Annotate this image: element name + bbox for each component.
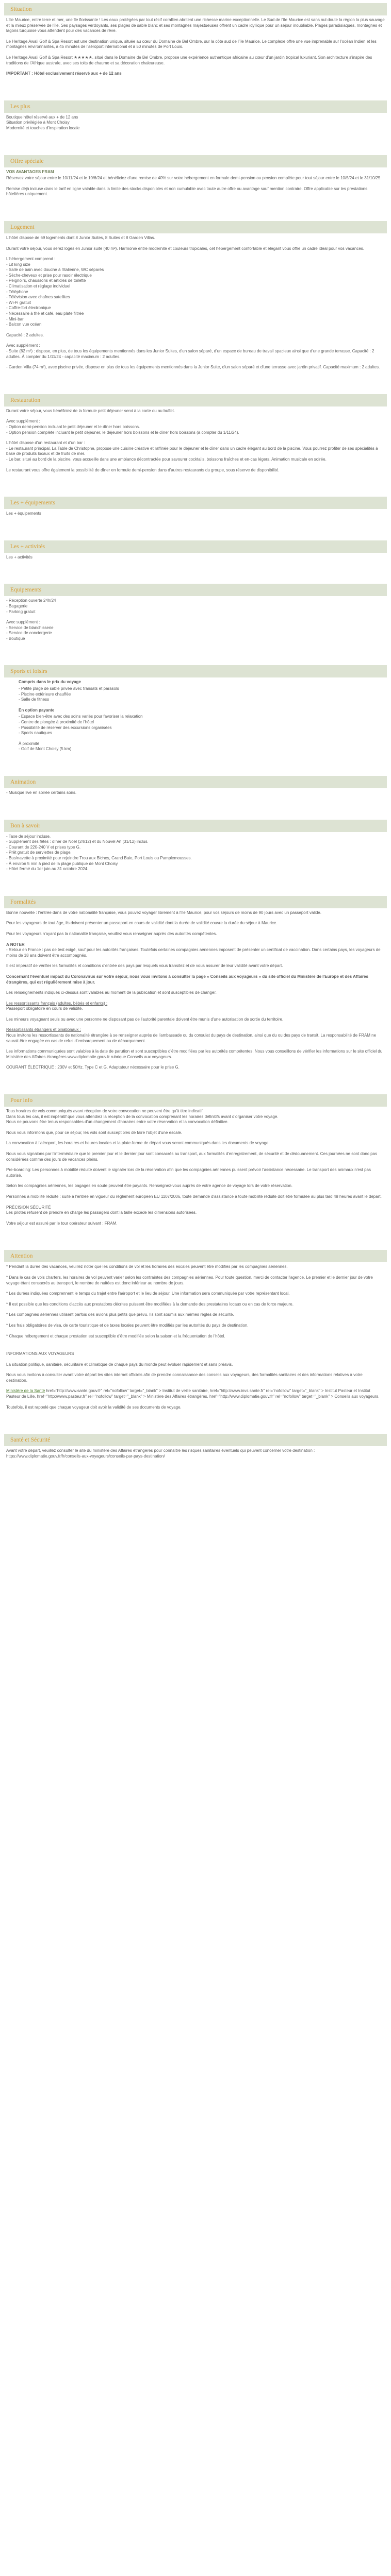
restauration-paragraph: Le restaurant vous offre également la possibilité de dîner en formule demi-pension dans d'autres restaurants du groupe, sous réserve de disponibilité. — [6, 467, 280, 472]
bonsavoir-header: Bon à savoir — [4, 820, 387, 832]
info-paragraph: Nous vous signalons par l'intermédiaire que le premier jour et le dernier jour sont consacrés au transport, aux formalités d'enregistrement, de sécurité et de dédouanement. Ces journées ne sont donc pas considérées comme des jours de vacances pleins. — [6, 1151, 378, 1162]
attention-header: Attention — [4, 1250, 387, 1262]
formalites-header: Formalités — [4, 896, 387, 908]
info-paragraph: Personnes à mobilité réduite : suite à l'entrée en vigueur du règlement européen EU 1107/2006, toute demande d'assistance à toute mobilité réduite doit être formulée au plus tard 48 heures avant le départ. — [6, 1194, 382, 1199]
situation-paragraph: Le Heritage Awali Golf & Spa Resort est une destination unique, située au cœur du Domaine de Bel Ombre, sur la côte sud de l'île Maurice. Le complexe offre une vue imprenable sur l'océan Indien et les montagnes environnantes, à 45 minutes de l'aéroport international et à 50 minutes de Port Louis. — [6, 39, 377, 49]
sports-prox-title: À proximité — [19, 741, 40, 746]
situation-paragraph: L'Ile Maurice, entre terre et mer, une île florissante ! Les eaux protégées par tout récif corallien abritent une richesse marine exceptionnelle. Le Sud de l'île Maurice est sans nul doute la région la plus sauvage et la mieux préservée de l'île. Ses paysages verdoyants, ses plages de sable blanc et ses montagnes majestueuses offrent un cadre idyllique pour un séjour inoubliable. Plages paradisiaques, montagnes et lagons turquoise vous attendent pour des vacances de rêve. — [6, 18, 385, 33]
attention-paragraph: * Il est possible que les conditions d'accès aux prestations décrites puissent être modifiées à la demande des prestataires locaux ou en cas de force majeure. — [6, 1301, 294, 1307]
list-item: - Espace bien-être avec des soins variés pour favoriser la relaxation — [19, 714, 143, 719]
list-item: - Balcon vue océan — [6, 322, 42, 327]
equip-header: Equipements — [4, 584, 387, 596]
list-item: Modernité et touches d'inspiration locale — [6, 125, 80, 130]
list-item: - Boutique — [6, 636, 25, 641]
list-item: - Coffre-fort électronique — [6, 306, 51, 311]
situation-important: IMPORTANT : Hôtel exclusivement réservé aux + de 12 ans — [6, 71, 122, 76]
sports-prox-list — [19, 747, 385, 752]
restauration-paragraph: L'hôtel dispose d'un restaurant et d'un bar : — [6, 440, 85, 446]
formalites-fr-title: Les ressortissants français (adultes, bébés et enfants) : — [6, 1001, 108, 1006]
utiles-paragraph: Nous vous invitons à consulter avant votre départ les sites internet officiels afin de prendre connaissance des conseils aux voyageurs, des formalités sanitaires et des informations relatives à votre destination. — [6, 1372, 363, 1383]
formalites-note-title: A NOTER — [6, 942, 25, 947]
restauration-paragraph: - Le bar, situé au bord de la piscine, vous accueille dans une ambiance décontractée pour savourer cocktails, boissons fraîches et en-cas légers. Animation musicale en soirée. — [6, 456, 327, 462]
list-item: Situation privilégiée à Mont Choisy — [6, 120, 70, 125]
equip-list — [6, 598, 385, 615]
logement-header: Logement — [4, 221, 387, 233]
list-item: - Réception ouverte 24h/24 — [6, 598, 56, 603]
info-paragraph: Les pilotes refusent de prendre en charge les passagers dont la taille excède les dimensions autorisées. — [6, 1210, 197, 1215]
list-item: - Service de blanchisserie — [6, 625, 54, 630]
info-header: Pour info — [4, 1094, 387, 1107]
plus-list — [6, 115, 385, 131]
list-item: - Téléphone — [6, 289, 28, 294]
attention-paragraph: * Chaque hébergement et chaque prestation est susceptible d'être modifiée selon la saison et la fréquentation de l'hôtel. — [6, 1333, 225, 1338]
formalites-paragraph: Pour les voyageurs n'ayant pas la nationalité française, veuillez vous renseigner auprès des autorités compétentes. — [6, 931, 217, 936]
list-item: - Possibilité de réserver des excursions organisées — [19, 725, 112, 730]
list-item: - Petite plage de sable privée avec transats et parasols — [19, 686, 119, 691]
formalites-paragraph: Nous invitons les ressortissants de nationalité étrangère à se renseigner auprès de l'ambassade ou du consulat du pays de destination, ainsi que du ou des pays de transit. La responsabilité de FRAM ne saurait être engagée en cas de refus d'embarquement ou de débarquement. — [6, 1033, 377, 1043]
list-item: - Nécessaire à thé et café, eau plate filtrée — [6, 311, 84, 316]
offre-title: VOS AVANTAGES FRAM — [6, 169, 54, 174]
offre-paragraph: Réservez votre séjour entre le 10/11/24 et le 10/6/24 et bénéficiez d'une remise de 40% sur votre hébergement en formule demi-pension ou pension complète pour tout séjour entre le 10/5/24 et le 31/10/25. — [6, 176, 382, 181]
info-paragraph: Dans tous les cas, il est impératif que vous attendiez la réception de la convocation comprenant les horaires définitifs avant d'organiser votre voyage. — [6, 1114, 279, 1119]
activites-header: Les + activités — [4, 540, 387, 553]
restauration-header: Restauration — [4, 394, 387, 406]
list-item: - Supplément des fêtes : dîner de Noël (24/12) et du Nouvel An (31/12) inclus. — [6, 839, 149, 844]
utiles-links-text: href="http://www.sante.gouv.fr" rel="nofollow" target="_blank" > Institut de veille sanitaire, href="http://www.invs.sante.fr" rel="nofollow" target="_blank" > Institut Pasteur et Institut Pasteur de Lille, href="http://www.pasteur.fr" rel="nofollow" target="_blank" > Ministère des Affaires étrangères, href="http://www.diplomatie.gouv.fr" rel="nofollow" target="_blank" > Conseils aux voyageurs. — [6, 1388, 380, 1399]
list-item: Boutique hôtel réservé aux + de 12 ans — [6, 114, 78, 120]
formalites-paragraph: Pour les voyageurs de tout âge, ils doivent présenter un passeport en cours de validité dont la durée de validité couvre la durée du séjour à Maurice. — [6, 921, 278, 926]
attention-paragraph: * Dans le cas de vols charters, les horaires de vol peuvent varier selon les contraintes des compagnies aériennes. Pour toute question, merci de contacter l'agence. Le premier et le dernier jour de votre voyage étant consacrés au transport, le nombre de nuitées est donc inférieur au nombre de jours. — [6, 1275, 373, 1285]
list-item: - Sèche-cheveux et prise pour rasoir électrique — [6, 273, 92, 278]
formalites-foreign-title: Ressortissants étrangers et binationaux : — [6, 1027, 81, 1032]
equipements-header: Les + équipements — [4, 497, 387, 509]
info-body — [0, 1107, 391, 1235]
formalites-covid: Concernant l'éventuel impact du Coronavirus sur votre séjour, nous vous invitons à consulter la page « Conseils aux voyageurs » du site officiel du Ministère de l'Europe et des Affaires étrangères, qui est régulièrement mise à jour. — [6, 974, 368, 985]
list-item: - Prêt gratuit de serviettes de plage. — [6, 850, 72, 855]
logement-body — [0, 233, 391, 380]
attention-paragraph: * Les frais obligatoires de visa, de carte touristique et de taxes locales peuvent être modifiés par les autorités du pays de destination. — [6, 1323, 249, 1328]
restauration-sup-title: Avec supplément : — [6, 419, 40, 424]
logement-paragraph: Durant votre séjour, vous serez logés en Junior suite (40 m²). Harmonie entre modernité et couleurs tropicales, cet hébergement confortable et élégant vous offre un cadre idéal pour vos vacances. — [6, 246, 365, 251]
restauration-paragraph: - Le restaurant principal, La Table de Christophe, propose une cuisine créative et raffinée pour le déjeuner et le dîner dans un cadre élégant au bord de la piscine. Vous pourrez profiter de ses spécialités à base de produits locaux et de fruits de mer. — [6, 446, 378, 456]
plus-header: Les plus — [4, 100, 387, 113]
list-item: - Taxe de séjour incluse. — [6, 834, 51, 839]
sante-header: Santé et Sécurité — [4, 1434, 387, 1446]
sports-free-list — [19, 686, 385, 703]
formalites-paragraph: Il est impératif de vérifier les formalités et conditions d'entrée des pays par lesquels vous transitez et de vous assurer de leur validité avant votre départ. — [6, 963, 283, 969]
list-item: - Salle de fitness — [19, 697, 50, 702]
animation-body — [0, 788, 391, 805]
list-item: - Centre de plongée à proximité de l'hôtel — [19, 720, 94, 725]
logement-sup: - Garden Villa (74 m²), avec piscine privée, dispose en plus de tous les équipements mentionnés dans la Junior Suite, d'un salon séparé et d'une terrasse avec jardin privatif. Capacité maximum : 2 adultes. — [6, 365, 380, 370]
list-item: - Peignoirs, chaussons et articles de toilette — [6, 278, 86, 283]
list-item: - Sports nautiques — [19, 731, 52, 736]
restauration-list — [6, 425, 385, 435]
info-paragraph: Selon les compagnies aériennes, les bagages en soute peuvent être payants. Renseignez-vous auprès de votre agence de voyage lors de votre réservation. — [6, 1183, 293, 1189]
info-paragraph: La convocation à l'aéroport, les horaires et heures locales et la plate-forme de départ vous seront communiqués dans les documents de voyage. — [6, 1141, 270, 1146]
situation-header: Situation — [4, 3, 387, 15]
restauration-body — [0, 406, 391, 482]
info-security-title: PRÉCISION SÉCURITÉ — [6, 1205, 51, 1210]
utiles-title: INFORMATIONS AUX VOYAGEURS — [6, 1351, 74, 1357]
sports-pay-title: En option payante — [19, 707, 55, 713]
equip-sup-title: Avec supplément : — [6, 620, 40, 625]
formalites-paragraph: Les informations communiquées sont valables à la date de parution et sont susceptibles d'être modifiées par les autorités compétentes. Nous vous conseillons de vérifier les informations sur le site officiel du Ministère des Affaires étrangères www.diplomatie.gouv.fr rubrique Conseils aux voyageurs. — [6, 1049, 383, 1059]
list-item: - Service de conciergerie — [6, 631, 52, 636]
animation-text: - Musique live en soirée certains soirs. — [6, 790, 77, 795]
list-item: - Télévision avec chaînes satellites — [6, 295, 70, 300]
bonsavoir-list — [6, 834, 385, 872]
situation-body — [0, 15, 391, 86]
utiles-paragraph: La situation politique, sanitaire, sécuritaire et climatique de chaque pays du monde peut évoluer rapidement et sans préavis. — [6, 1362, 233, 1367]
logement-paragraph: L'hôtel dispose de 69 logements dont 8 Junior Suites, 8 Suites et 8 Garden Villas. — [6, 235, 155, 240]
utiles-links — [6, 1388, 385, 1399]
bonsavoir-body — [0, 832, 391, 882]
list-item: - Golf de Mont Choisy (5 km) — [19, 747, 72, 752]
offre-body — [0, 167, 391, 207]
logement-list — [6, 262, 385, 328]
sports-header: Sports et loisirs — [4, 665, 387, 677]
list-item: - Salle de bain avec douche à l'italienne, WC séparés — [6, 267, 104, 273]
equip-body — [0, 596, 391, 651]
attention-paragraph: * Les compagnies aériennes utilisent parfois des avions plus petits que prévu. Ils sont soumis aux mêmes règles de sécurité. — [6, 1312, 234, 1317]
list-item: - Parking gratuit — [6, 609, 36, 614]
utiles-paragraph: Toutefois, il est rappelé que chaque voyageur doit avoir la validité de ses documents de voyage. — [6, 1404, 182, 1410]
health-ministry-link[interactable]: Ministère de la Santé — [6, 1388, 45, 1394]
list-item: - Lit king size — [6, 262, 30, 267]
formalites-paragraph: Les renseignements indiqués ci-dessus sont valables au moment de la publication et sont susceptibles de changer. — [6, 990, 217, 995]
info-paragraph: Nous vous informons que, pour ce séjour, les vols sont susceptibles de faire l'objet d'une escale. — [6, 1130, 183, 1135]
restauration-paragraph: Durant votre séjour, vous bénéficiez de la formule petit déjeuner servi à la carte ou au buffet. — [6, 408, 175, 413]
sports-body — [0, 677, 391, 761]
situation-paragraph: Le Heritage Awali Golf & Spa Resort ★★★★★, situé dans le Domaine de Bel Ombre, propose une expérience authentique africaine au cœur d'un jardin tropical luxuriant. Son architecture s'inspire des traditions de l'Afrique australe, avec ses toits de chaume et sa décoration chaleureuse. — [6, 55, 372, 65]
offre-paragraph: Remise déjà incluse dans le tarif en ligne valable dans la limite des stocks disponibles et non cumulable avec toute autre offre ou avantage sauf mention contraire. Offre applicable sur les prestations hôtelières uniquement. — [6, 186, 368, 197]
info-paragraph: Tous horaires de vols communiqués avant réception de votre convocation ne peuvent être qu'à titre indicatif. — [6, 1109, 204, 1114]
info-paragraph: Pre-boarding: Les personnes à mobilité réduite doivent le signaler lors de la réservation afin que les compagnies aériennes puissent prévoir l'assistance nécessaire. Le transport des animaux n'est pas autorisé. — [6, 1167, 371, 1178]
equip-sup-list — [6, 625, 385, 642]
list-item: - Wi-Fi gratuit — [6, 300, 31, 305]
list-item: - Option pension complète incluant le petit déjeuner, le déjeuner hors boissons et le dîner hors boissons (à compter du 1/11/24). — [6, 430, 239, 435]
formalites-paragraph: Les mineurs voyageant seuls ou avec une personne ne disposant pas de l'autorité parentale doivent être munis d'une autorisation de sortie du territoire. — [6, 1016, 284, 1022]
sports-pay-list — [19, 714, 385, 736]
list-item: - À environ 5 min à pied de la plage publique de Mont Choisy. — [6, 861, 119, 866]
formalites-paragraph: - Retour en France : pas de test exigé, sauf pour les autorités françaises. Toutefois certaines compagnies aériennes imposent de présenter un certificat de vaccination. Dans certains pays, les voyageurs de moins de 18 ans doivent être accompagnés. — [6, 947, 381, 958]
activites-text: Les + activités — [6, 554, 32, 560]
logement-capacity: Capacité : 2 adultes. — [6, 332, 44, 337]
list-item: - Piscine extérieure chauffée — [19, 691, 71, 697]
attention-paragraph: * Pendant la durée des vacances, veuillez noter que les conditions de vol et les horaires des escales peuvent être modifiés par les compagnies aériennes. — [6, 1264, 288, 1269]
formalites-body — [0, 908, 391, 1080]
list-item: - Courant de 220-240 V et prises type G. — [6, 844, 81, 850]
list-item: - Option demi-pension incluant le petit déjeuner et le dîner hors boissons. — [6, 424, 140, 429]
logement-intro: L'hébergement comprend : — [6, 257, 56, 262]
sports-free-title: Compris dans le prix du voyage — [19, 680, 81, 685]
formalites-paragraph: Passeport obligatoire en cours de validité. — [6, 1006, 83, 1011]
sante-body — [0, 1446, 391, 1468]
plus-body — [0, 113, 391, 141]
sante-paragraph: Avant votre départ, veuillez consulter le site du ministère des Affaires étrangères pour connaître les risques sanitaires éventuels qui peuvent concerner votre destination : https://www.diplomatie.gouv.fr/fr/conseils-aux-voyageurs/conseils-par-pays-destination/ — [6, 1448, 315, 1459]
formalites-paragraph: COURANT ÉLECTRIQUE : 230V et 50Hz. Type C et G. Adaptateur nécessaire pour le prise G. — [6, 1065, 180, 1070]
info-paragraph: Votre séjour est assuré par le tour opérateur suivant : FRAM. — [6, 1221, 118, 1226]
offre-header: Offre spéciale — [4, 155, 387, 167]
attention-paragraph: * Les durées indiquées comprennent le temps du trajet entre l'aéroport et le lieu de séjour. Une information sera communiquée par votre représentant local. — [6, 1291, 290, 1296]
logement-sup: - Suite (62 m²) : dispose, en plus, de tous les équipements mentionnés dans les Junior Suites, d'un salon séparé, d'un espace de bureau de travail spacieux ainsi que d'une grande terrasse. Capacité : 2 adultes. À compter du 1/11/24 - capacité maximum : 2 adultes. — [6, 349, 374, 359]
attention-body — [0, 1262, 391, 1419]
info-paragraph: Nous ne pouvons être tenus responsables d'un changement d'horaires entre votre réservation et la convocation définitive. — [6, 1120, 229, 1125]
list-item: - Climatisation et réglage individuel — [6, 284, 71, 289]
formalites-paragraph: Bonne nouvelle : l'entrée dans de votre nationalité française, vous pouvez voyager librement à l'île Maurice, pour vos séjours de moins de 90 jours avec un passeport valide. — [6, 910, 321, 915]
equipements-text: Les + équipements — [6, 511, 41, 516]
list-item: - Mini-bar — [6, 316, 24, 321]
list-item: - Hôtel fermé du 1er juin au 31 octobre 2024. — [6, 867, 89, 872]
activites-body — [0, 553, 391, 570]
equipements-body — [0, 509, 391, 526]
animation-header: Animation — [4, 776, 387, 788]
logement-sup-title: Avec supplément : — [6, 343, 40, 348]
list-item: - Bagagerie — [6, 603, 28, 608]
list-item: - Bus/navette à proximité pour rejoindre Trou aux Biches, Grand Baie, Port Louis ou Pamplemousses. — [6, 855, 192, 860]
